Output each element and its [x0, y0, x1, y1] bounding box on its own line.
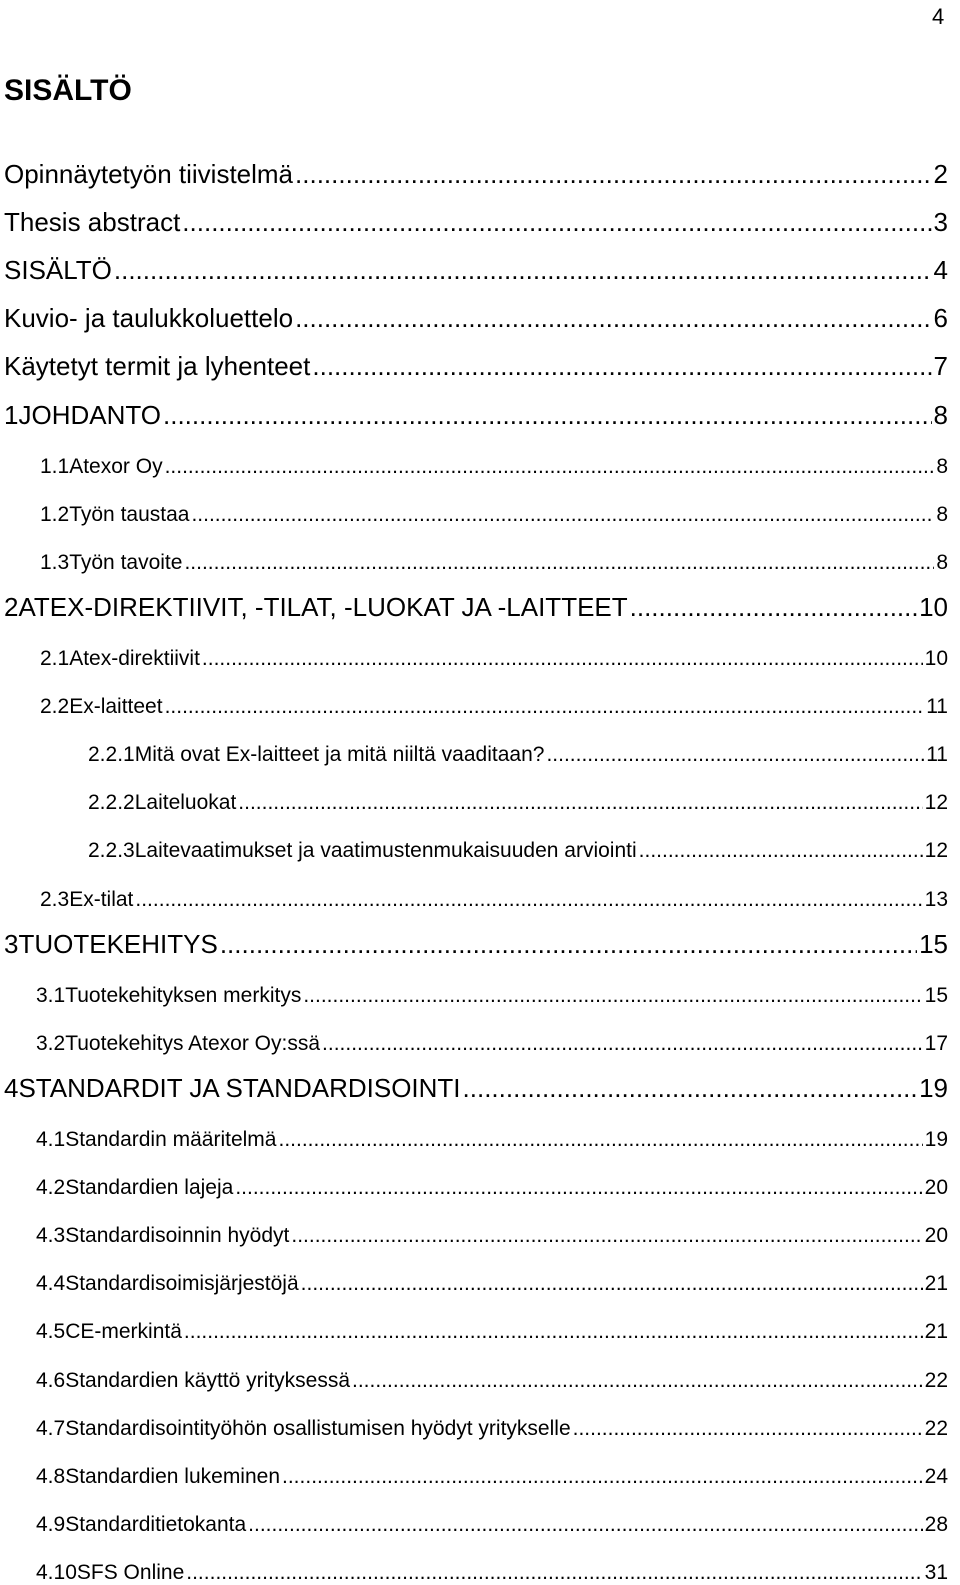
toc-entry-page: 19	[919, 1073, 948, 1103]
toc-entry-title: Standardisoimisjärjestöjä	[65, 1272, 299, 1295]
toc-entry[interactable]	[36, 1401, 948, 1441]
toc-entry-number: 4.5	[36, 1320, 66, 1343]
toc-entry[interactable]	[4, 198, 948, 238]
toc-entry-title: Työn taustaa	[69, 503, 190, 526]
toc-entry[interactable]	[36, 1160, 948, 1200]
toc-entry[interactable]	[36, 968, 948, 1008]
toc-entry-title: CE-merkintä	[65, 1320, 182, 1343]
toc-entry-number: 3	[4, 929, 19, 959]
toc-leader	[182, 207, 931, 238]
toc-entry[interactable]	[36, 1497, 948, 1537]
toc-entry-number: 2.2.3	[88, 839, 135, 862]
toc-entry[interactable]	[4, 920, 948, 960]
toc-leader	[114, 255, 932, 286]
toc-entry[interactable]	[4, 246, 948, 286]
toc-entry-page: 3	[933, 207, 948, 237]
toc-leader	[322, 1032, 923, 1056]
toc-entry-page: 22	[924, 1417, 948, 1440]
toc-entry[interactable]	[36, 1016, 948, 1056]
toc-leader	[282, 1465, 923, 1489]
toc-entry-page: 19	[924, 1128, 948, 1151]
toc-entry-number: 1.2	[40, 503, 70, 526]
toc-entry[interactable]	[40, 439, 948, 479]
toc-entry-number: 4.10	[36, 1561, 77, 1584]
toc-leader	[186, 1561, 922, 1585]
toc-leader	[220, 929, 917, 960]
toc-leader	[191, 503, 934, 527]
toc-entry[interactable]	[4, 150, 948, 190]
toc-entry-number: 4.6	[36, 1369, 66, 1392]
toc-leader	[546, 743, 924, 767]
toc-leader	[301, 1272, 923, 1296]
toc-entry-page: 13	[924, 888, 948, 911]
toc-entry-page: 4	[933, 255, 948, 285]
toc-leader	[573, 1417, 923, 1441]
toc-entry-number: 1	[4, 400, 19, 430]
toc-leader	[248, 1513, 922, 1537]
toc-leader	[235, 1176, 922, 1200]
toc-entry-page: 12	[924, 839, 948, 862]
toc-leader	[165, 695, 925, 719]
toc-entry[interactable]	[36, 1112, 948, 1152]
toc-entry-number: 2	[4, 592, 19, 622]
toc-entry-title: Ex-laitteet	[69, 695, 163, 718]
toc-leader	[291, 1224, 922, 1248]
toc-entry-number: 4.3	[36, 1224, 66, 1247]
toc-entry[interactable]	[40, 487, 948, 527]
toc-leader	[303, 984, 922, 1008]
toc-leader	[352, 1369, 923, 1393]
toc-leader	[184, 551, 934, 575]
toc-entry[interactable]	[4, 1064, 948, 1104]
toc-entry-title: Laitevaatimukset ja vaatimustenmukaisuuden arviointi	[134, 839, 637, 862]
toc-entry-page: 21	[924, 1320, 948, 1343]
toc-entry-number: 4.4	[36, 1272, 66, 1295]
toc-entry-page: 12	[924, 791, 948, 814]
toc-entry-title: Käytetyt termit ja lyhenteet	[4, 351, 311, 381]
toc-heading: SISÄLTÖ	[4, 74, 132, 107]
toc-entry-title: Atexor Oy	[69, 455, 163, 478]
toc-entry-number: 2.2.2	[88, 791, 135, 814]
page-number: 4	[932, 4, 945, 29]
toc-entry-page: 20	[924, 1176, 948, 1199]
toc-entry-title: Standardien lajeja	[65, 1176, 234, 1199]
toc-entry[interactable]	[4, 294, 948, 334]
toc-entry[interactable]	[36, 1208, 948, 1248]
toc-entry-page: 8	[933, 400, 948, 430]
toc-leader	[278, 1128, 922, 1152]
toc-entry-number: 2.2	[40, 695, 70, 718]
toc-entry-title: TUOTEKEHITYS	[18, 929, 218, 959]
toc-entry-number: 4.9	[36, 1513, 66, 1536]
toc-entry-page: 31	[924, 1561, 948, 1584]
toc-entry[interactable]	[36, 1353, 948, 1393]
toc-entry[interactable]	[36, 1545, 948, 1585]
toc-entry[interactable]	[88, 727, 948, 767]
toc-entry-title: Mitä ovat Ex-laitteet ja mitä niiltä vaaditaan?	[134, 743, 545, 766]
toc-entry-title: JOHDANTO	[18, 400, 161, 430]
toc-entry[interactable]	[36, 1449, 948, 1489]
toc-entry[interactable]	[4, 391, 948, 431]
toc-leader	[163, 400, 932, 431]
toc-leader	[630, 592, 917, 623]
toc-entry[interactable]	[4, 342, 948, 382]
toc-entry-title: Laiteluokat	[134, 791, 237, 814]
toc-entry-page: 11	[926, 743, 948, 766]
toc-entry-title: Tuotekehityksen merkitys	[65, 984, 302, 1007]
toc-entry[interactable]	[36, 1256, 948, 1296]
toc-entry[interactable]	[40, 679, 948, 719]
toc-entry-number: 2.3	[40, 888, 70, 911]
toc-leader	[238, 791, 922, 815]
toc-entry-title: Thesis abstract	[4, 207, 181, 237]
toc-entry-title: SFS Online	[76, 1561, 185, 1584]
toc-entry[interactable]	[88, 823, 948, 863]
toc-leader	[184, 1320, 923, 1344]
toc-entry[interactable]	[40, 872, 948, 912]
toc-entry-number: 4.1	[36, 1128, 66, 1151]
toc-leader	[295, 159, 932, 190]
toc-entry-title: Opinnäytetyön tiivistelmä	[4, 159, 294, 189]
toc-entry-title: ATEX-DIREKTIIVIT, -TILAT, -LUOKAT JA -LAITTEET	[18, 592, 628, 622]
toc-entry-page: 22	[924, 1369, 948, 1392]
toc-leader	[202, 647, 923, 671]
toc-entry-page: 8	[936, 503, 948, 526]
toc-entry-number: 1.3	[40, 551, 70, 574]
toc-entry-title: Standardien lukeminen	[65, 1465, 281, 1488]
toc-entry[interactable]	[36, 1304, 948, 1344]
toc-entry-page: 21	[924, 1272, 948, 1295]
toc-entry-page: 2	[933, 159, 948, 189]
toc-leader	[312, 351, 931, 382]
toc-entry-page: 28	[924, 1513, 948, 1536]
toc-entry[interactable]	[4, 583, 948, 623]
toc-entry-number: 3.1	[36, 984, 66, 1007]
toc-entry-page: 10	[919, 592, 948, 622]
toc-entry-page: 24	[924, 1465, 948, 1488]
toc-entry-number: 2.2.1	[88, 743, 135, 766]
toc-entry-title: Standardisointityöhön osallistumisen hyödyt yritykselle	[65, 1417, 571, 1440]
toc-leader	[463, 1073, 918, 1104]
toc-entry-number: 1.1	[40, 455, 70, 478]
toc-entry-number: 4.7	[36, 1417, 66, 1440]
toc-leader	[639, 839, 923, 863]
toc-entry-page: 15	[924, 984, 948, 1007]
toc-entry-page: 17	[924, 1032, 948, 1055]
toc-entry-page: 15	[919, 929, 948, 959]
toc-entry-title: Standardien käyttö yrityksessä	[65, 1369, 351, 1392]
toc-entry-page: 6	[933, 303, 948, 333]
toc-entry-number: 2.1	[40, 647, 70, 670]
toc-entry-title: Standardin määritelmä	[65, 1128, 277, 1151]
toc-entry-title: Tuotekehitys Atexor Oy:ssä	[65, 1032, 321, 1055]
toc-leader	[295, 303, 931, 334]
toc-entry-page: 20	[924, 1224, 948, 1247]
toc-entry-title: Työn tavoite	[69, 551, 183, 574]
toc-entry-title: Kuvio- ja taulukkoluettelo	[4, 303, 294, 333]
toc-entry[interactable]	[40, 631, 948, 671]
toc-entry-title: SISÄLTÖ	[4, 255, 112, 285]
toc-entry-page: 7	[933, 351, 948, 381]
toc-entry-title: Standardisoinnin hyödyt	[65, 1224, 290, 1247]
toc-entry-number: 3.2	[36, 1032, 66, 1055]
toc-entry-page: 8	[936, 551, 948, 574]
toc-leader	[165, 455, 935, 479]
toc-leader	[135, 888, 922, 912]
toc-entry[interactable]	[40, 535, 948, 575]
toc-entry-page: 10	[924, 647, 948, 670]
toc-entry[interactable]	[88, 775, 948, 815]
toc-entry-title: Ex-tilat	[69, 888, 134, 911]
toc-entry-title: STANDARDIT JA STANDARDISOINTI	[18, 1073, 461, 1103]
toc-entry-number: 4.8	[36, 1465, 66, 1488]
toc-entry-number: 4	[4, 1073, 19, 1103]
toc-entry-page: 8	[936, 455, 948, 478]
toc-entry-number: 4.2	[36, 1176, 66, 1199]
toc-entry-page: 11	[926, 695, 948, 718]
toc-entry-title: Atex-direktiivit	[69, 647, 200, 670]
toc-entry-title: Standarditietokanta	[65, 1513, 247, 1536]
